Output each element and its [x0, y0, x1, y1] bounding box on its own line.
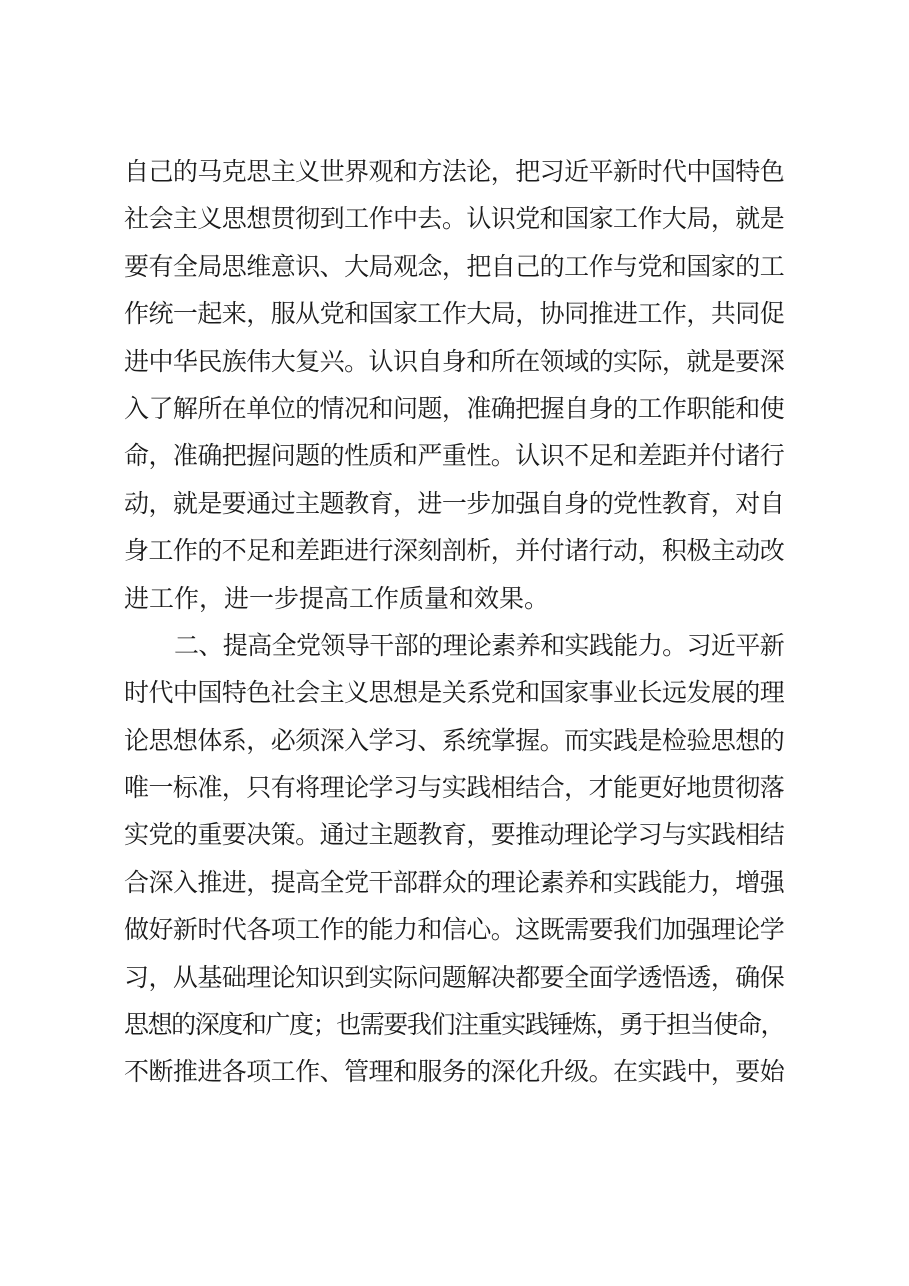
paragraph-1-line-6: 入了解所在单位的情况和问题，准确把握自身的工作职能和使: [124, 393, 784, 423]
paragraph-1-line-1: 自己的马克思主义世界观和方法论，把习近平新时代中国特色: [124, 157, 784, 186]
paragraph-1-line-7: 命，准确把握问题的性质和严重性。认识不足和差距并付诸行: [124, 441, 784, 471]
paragraph-2-line-9: 思想的深度和广度；也需要我们注重实践锤炼，勇于担当使命，: [124, 1010, 784, 1040]
paragraph-1-line-4: 作统一起来，服从党和国家工作大局，协同推进工作，共同促: [124, 299, 784, 329]
paragraph-1-line-2: 社会主义思想贯彻到工作中去。认识党和国家工作大局，就是: [124, 204, 784, 234]
paragraph-2-line-5: 实党的重要决策。通过主题教育，要推动理论学习与实践相结: [124, 820, 784, 850]
paragraph-1-line-9: 身工作的不足和差距进行深刻剖析，并付诸行动，积极主动改: [124, 536, 784, 566]
document-body: [124, 148, 784, 1096]
paragraph-1-line-3: 要有全局思维意识、大局观念，把自己的工作与党和国家的工: [124, 251, 784, 281]
paragraph-1-line-8: 动，就是要通过主题教育，进一步加强自身的党性教育，对自: [124, 488, 784, 518]
paragraph-2-line-8: 习，从基础理论知识到实际问题解决都要全面学透悟透，确保: [124, 962, 784, 992]
paragraph-2-line-4: 唯一标准，只有将理论学习与实践相结合，才能更好地贯彻落: [124, 773, 784, 803]
paragraph-2-line-10: 不断推进各项工作、管理和服务的深化升级。在实践中，要始: [124, 1057, 784, 1087]
paragraph-1-line-10: 进工作，进一步提高工作质量和效果。: [124, 583, 550, 613]
paragraph-2-line-2: 时代中国特色社会主义思想是关系党和国家事业长远发展的理: [124, 678, 784, 708]
paragraph-1-line-5: 进中华民族伟大复兴。认识自身和所在领域的实际，就是要深: [124, 346, 784, 376]
paragraph-2-line-7: 做好新时代各项工作的能力和信心。这既需要我们加强理论学: [124, 915, 784, 945]
paragraph-2-line-6: 合深入推进，提高全党干部群众的理论素养和实践能力，增强: [124, 867, 784, 897]
paragraph-2-line-1: 二、提高全党领导干部的理论素养和实践能力。习近平新: [174, 630, 784, 660]
paragraph-2-line-3: 论思想体系，必须深入学习、系统掌握。而实践是检验思想的: [124, 725, 784, 755]
